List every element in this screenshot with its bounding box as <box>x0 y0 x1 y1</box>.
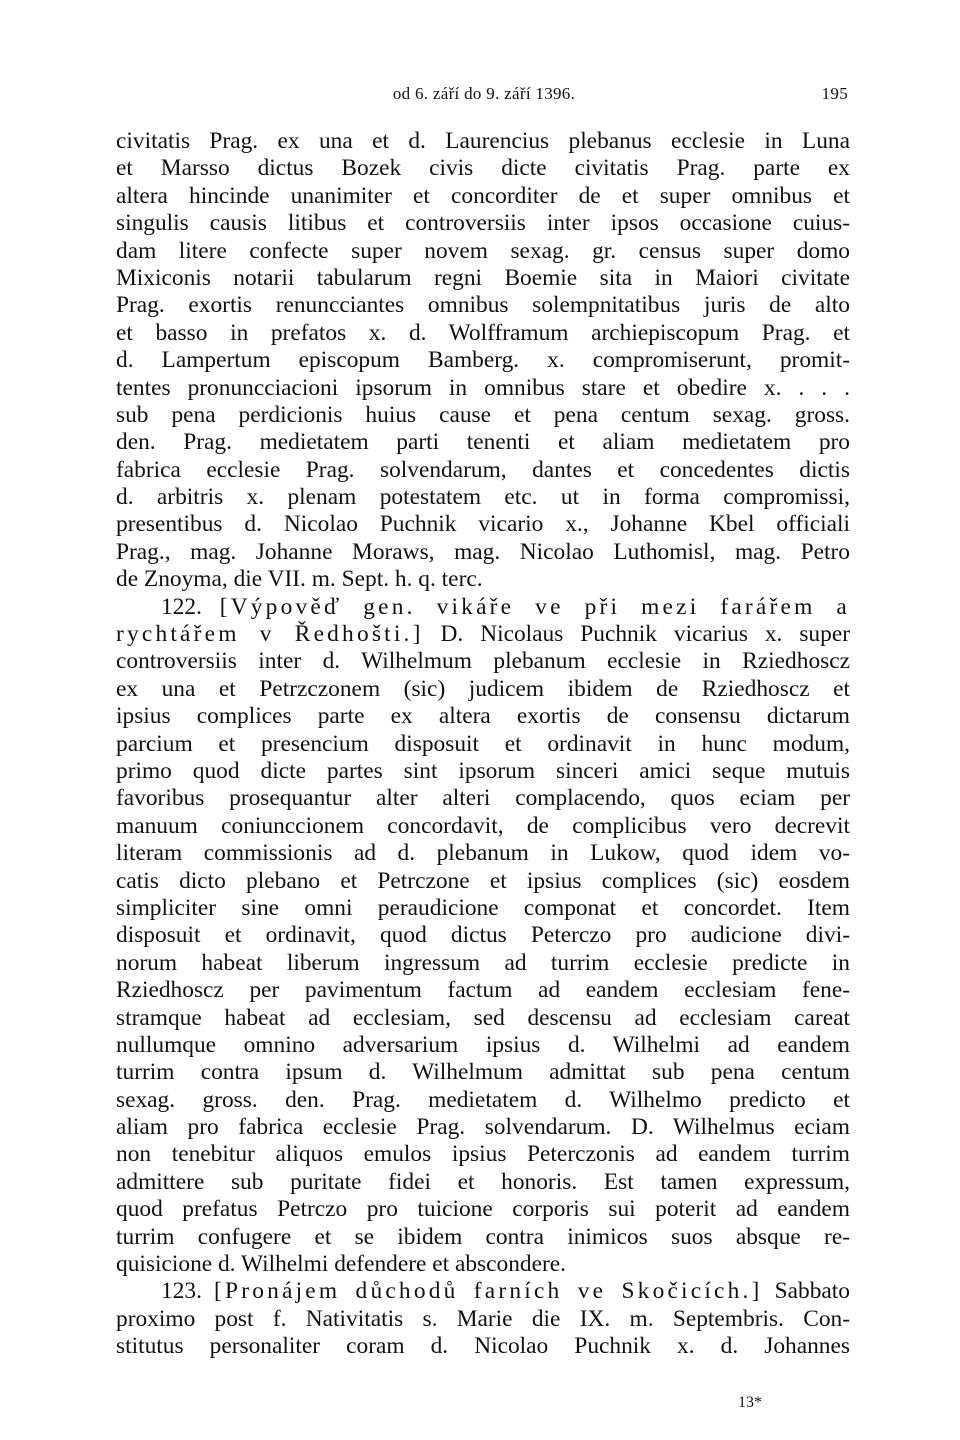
text-line: disposuit et ordinavit, quod dictus Peterczo pro audicione divi- <box>116 922 850 949</box>
entry-122-heading-line <box>116 594 850 621</box>
text-line: quod prefatus Petrczo pro tuicione corporis sui poterit ad eandem <box>116 1196 850 1223</box>
text-line: turrim confugere et se ibidem contra inimicos suos absque re- <box>116 1223 850 1250</box>
entry-123-title: [Pronájem důchodů farních ve Skočicích.] <box>214 1278 763 1305</box>
text-line: singulis causis litibus et controversiis inter ipsos occasione cuius- <box>116 210 850 237</box>
entry-122-title-part1: [Výpověď gen. vikáře ve při mezi farářem a <box>219 593 851 620</box>
text-line: et basso in prefatos x. d. Wolfframum archiepiscopum Prag. et <box>116 319 850 346</box>
signature-mark: 13* <box>738 1394 762 1411</box>
text-line: admittere sub puritate fidei et honoris. Est tamen expressum, <box>116 1168 850 1195</box>
running-head <box>116 84 852 114</box>
text-line: controversiis inter d. Wilhelmum plebanum ecclesie in Rziedhoscz <box>116 648 850 675</box>
text-line: aliam pro fabrica ecclesie Prag. solvendarum. D. Wilhelmus eciam <box>116 1114 850 1141</box>
text-line: simpliciter sine omni peraudicione componat et concordet. Item <box>116 894 850 921</box>
text-line: tentes pronuncciacioni ipsorum in omnibus stare et obedire x. . . . <box>116 374 850 401</box>
text-line: non tenebitur aliquos emulos ipsius Peterczonis ad eandem turrim <box>116 1141 850 1168</box>
text-line: d. arbitris x. plenam potestatem etc. ut in forma compromissi, <box>116 484 850 511</box>
entry-122-title-part2: rychtářem v Ředhošti.] <box>116 621 424 648</box>
text-line: de Znoyma, die VII. m. Sept. h. q. terc. <box>116 566 483 593</box>
running-title: od 6. září do 9. září 1396. <box>392 84 576 103</box>
text-line: ex una et Petrzczonem (sic) judicem ibidem de Rziedhoscz et <box>116 675 850 702</box>
entry-123-heading-line <box>116 1278 850 1305</box>
text-line: parcium et presencium disposuit et ordinavit in hunc modum, <box>116 730 850 757</box>
text-line: presentibus d. Nicolao Puchnik vicario x., Johanne Kbel officiali <box>116 511 850 538</box>
text-line: dam litere confecte super novem sexag. gr. census super domo <box>116 237 850 264</box>
entry-122-heading-line-2 <box>116 621 850 648</box>
text-line: catis dicto plebano et Petrczone et ipsius complices (sic) eosdem <box>116 867 850 894</box>
text-line: stitutus personaliter coram d. Nicolao Puchnik x. d. Johannes <box>116 1333 850 1360</box>
text-line: civitatis Prag. ex una et d. Laurencius plebanus ecclesie in Luna <box>116 128 850 154</box>
text-line: favoribus prosequantur alter alteri complacendo, quos eciam per <box>116 785 850 812</box>
page-number: 195 <box>821 84 848 103</box>
text-line: Prag., mag. Johanne Moraws, mag. Nicolao Luthomisl, mag. Petro <box>116 538 850 565</box>
text-line: Mixiconis notarii tabularum regni Boemie sita in Maiori civitate <box>116 264 850 291</box>
text-line: ipsius complices parte ex altera exortis de consensu dictarum <box>116 703 850 730</box>
entry-122-number: 122. <box>161 593 202 620</box>
text-line: norum habeat liberum ingressum ad turrim ecclesie predicte in <box>116 949 850 976</box>
text-line: altera hincinde unanimiter et concorditer de et super omnibus et <box>116 182 850 209</box>
text-line: d. Lampertum episcopum Bamberg. x. compromiserunt, promit- <box>116 347 850 374</box>
text-line: et Marsso dictus Bozek civis dicte civitatis Prag. parte ex <box>116 155 850 182</box>
entry-123-number: 123. <box>161 1278 202 1305</box>
text-line: turrim contra ipsum d. Wilhelmum admittat sub pena centum <box>116 1059 850 1086</box>
text-line: Prag. exortis renuncciantes omnibus solempnitatibus juris de alto <box>116 292 850 319</box>
text-line: nullumque omnino adversarium ipsius d. Wilhelmi ad eandem <box>116 1031 850 1058</box>
text-line: Rziedhoscz per pavimentum factum ad eandem ecclesiam fene- <box>116 977 850 1004</box>
text-line: primo quod dicte partes sint ipsorum sinceri amici seque mutuis <box>116 757 850 784</box>
text-line: literam commissionis ad d. plebanum in Lukow, quod idem vo- <box>116 840 850 867</box>
text-line: manuum coniunccionem concordavit, de complicibus vero decrevit <box>116 812 850 839</box>
text-line: proximo post f. Nativitatis s. Marie die IX. m. Septembris. Con- <box>116 1305 850 1332</box>
entry-122-text: D. Nicolaus Puchnik vicarius x. super <box>440 621 850 648</box>
text-line: stramque habeat ad ecclesiam, sed descensu ad ecclesiam careat <box>116 1004 850 1031</box>
entry-123-text: Sabbato <box>774 1278 850 1305</box>
text-line: sub pena perdicionis huius cause et pena centum sexag. gross. <box>116 401 850 428</box>
text-line: den. Prag. medietatem parti tenenti et aliam medietatem pro <box>116 429 850 456</box>
text-line: quisicione d. Wilhelmi defendere et abscondere. <box>116 1251 567 1278</box>
text-line: sexag. gross. den. Prag. medietatem d. Wilhelmo predicto et <box>116 1086 850 1113</box>
body-text <box>116 128 850 1361</box>
text-line: fabrica ecclesie Prag. solvendarum, dantes et concedentes dictis <box>116 456 850 483</box>
